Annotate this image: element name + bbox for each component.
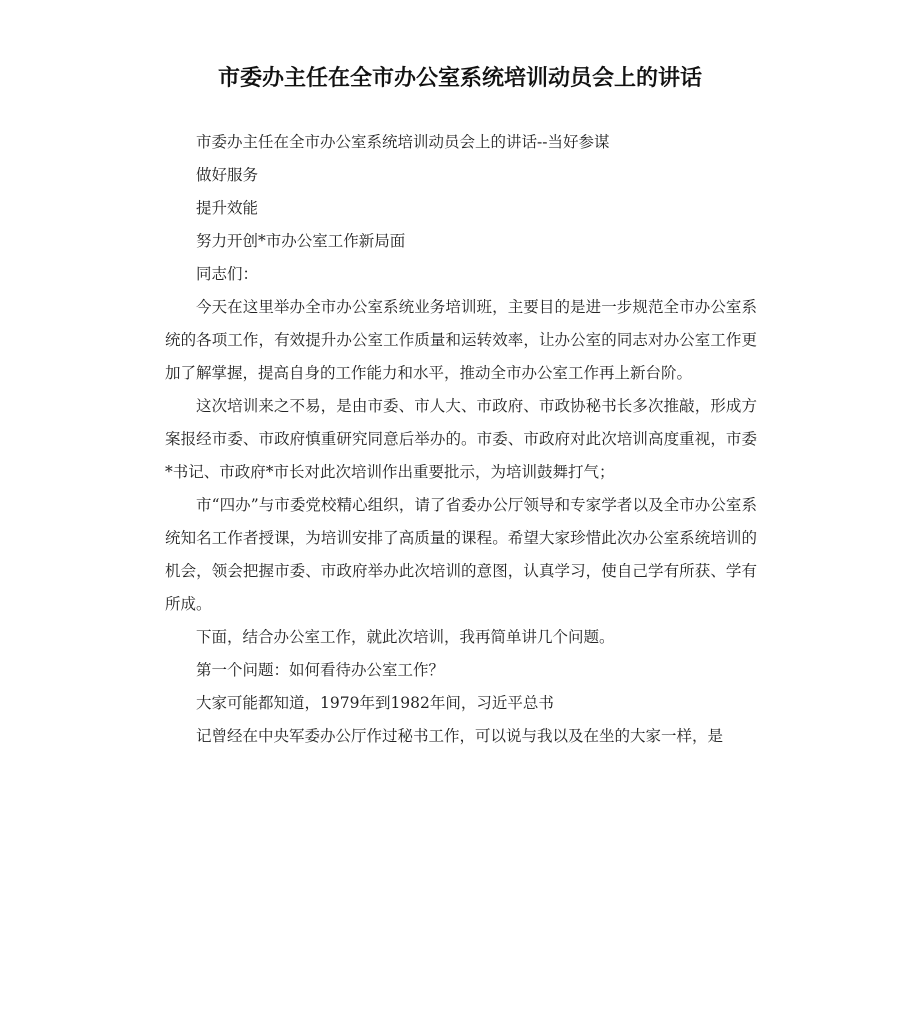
paragraph: 记曾经在中央军委办公厅作过秘书工作，可以说与我以及在坐的大家一样，是 bbox=[196, 727, 724, 745]
paragraph: 下面，结合办公室工作，就此次培训，我再简单讲几个问题。 bbox=[196, 628, 615, 646]
paragraph: 市委办主任在全市办公室系统培训动员会上的讲话--当好参谋 bbox=[196, 133, 610, 151]
paragraph: 做好服务 bbox=[196, 166, 259, 184]
document-body bbox=[165, 126, 757, 753]
paragraph: 市“四办”与市委党校精心组织，请了省委办公厅领导和专家学者以及全市办公室系统知名工作者授课，为培训安排了高质量的课程。希望大家珍惜此次办公室系统培训的机会，领会把握市委、市政府举办此次培训的意图，认真学习，使自己学有所获、学有所成。 bbox=[165, 496, 757, 613]
document-title: 市委办主任在全市办公室系统培训动员会上的讲话 bbox=[217, 66, 702, 91]
paragraph: 大家可能都知道，1979年到1982年间，习近平总书 bbox=[196, 694, 554, 712]
paragraph: 努力开创*市办公室工作新局面 bbox=[196, 232, 406, 250]
paragraph: 同志们： bbox=[196, 265, 259, 283]
paragraph: 第一个问题：如何看待办公室工作？ bbox=[196, 661, 445, 679]
paragraph: 提升效能 bbox=[196, 199, 259, 217]
paragraph: 今天在这里举办全市办公室系统业务培训班，主要目的是进一步规范全市办公室系统的各项工作，有效提升办公室工作质量和运转效率，让办公室的同志对办公室工作更加了解掌握，提高自身的工作能力和水平，推动全市办公室工作再上新台阶。 bbox=[165, 298, 757, 382]
paragraph: 这次培训来之不易，是由市委、市人大、市政府、市政协秘书长多次推敲，形成方案报经市委、市政府慎重研究同意后举办的。市委、市政府对此次培训高度重视，市委*书记、市政府*市长对此次培训作出重要批示，为培训鼓舞打气； bbox=[165, 397, 757, 481]
